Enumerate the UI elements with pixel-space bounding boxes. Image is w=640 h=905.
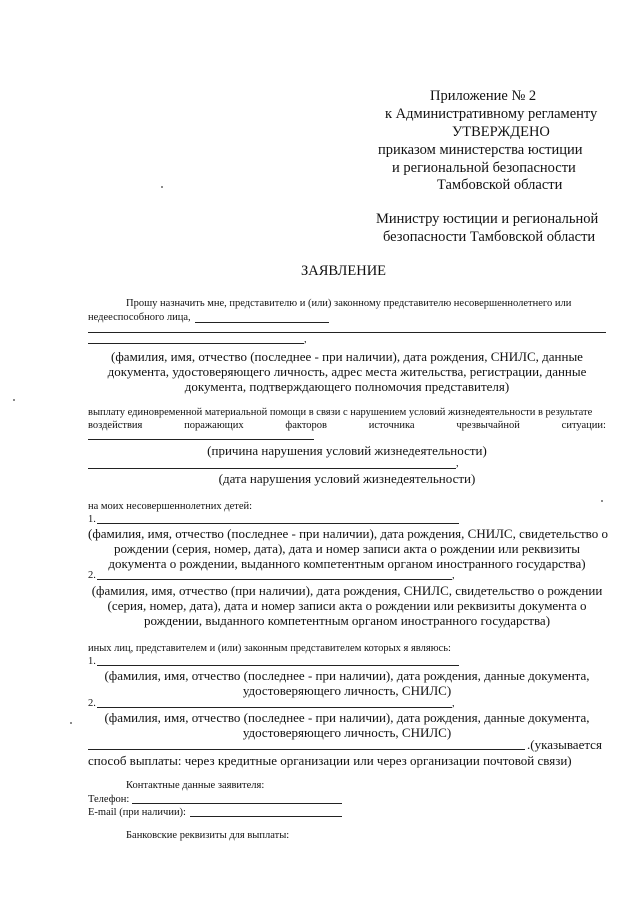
payment-line-1: выплату единовременной материальной помощи в связи с нарушением условий жизнедеятельности в результате xyxy=(88,407,593,418)
scan-speck xyxy=(70,722,72,724)
child-2-number: 2. xyxy=(88,570,96,581)
fill-line xyxy=(195,322,329,323)
appendix-number: Приложение № 2 xyxy=(430,88,537,104)
phone-field[interactable] xyxy=(132,803,342,804)
contacts-heading: Контактные данные заявителя: xyxy=(126,780,265,791)
payment-word: поражающих xyxy=(184,420,244,431)
cause-caption: (причина нарушения условий жизнедеятельности) xyxy=(207,443,487,458)
fill-line xyxy=(97,579,452,580)
child-2-caption-1: (фамилия, имя, отчество (при наличии), дата рождения, СНИЛС, свидетельство о рождении xyxy=(91,583,603,598)
fill-comma: , xyxy=(452,570,455,581)
child-1-caption-2: рождении (серия, номер, дата), дата и номер записи акта о рождении или реквизиты xyxy=(113,541,581,556)
other-1-caption-2: удостоверяющего личность, СНИЛС) xyxy=(242,683,452,698)
approved-label: УТВЕРЖДЕНО xyxy=(452,124,550,140)
date-caption: (дата нарушения условий жизнедеятельности) xyxy=(218,471,476,486)
fill-line xyxy=(88,749,525,750)
payment-word: источника xyxy=(368,420,415,431)
order-line-2: и региональной безопасности xyxy=(392,160,576,176)
order-line-1: приказом министерства юстиции xyxy=(378,142,583,158)
bank-heading: Банковские реквизиты для выплаты: xyxy=(126,830,290,841)
fill-line xyxy=(97,523,459,524)
others-heading: иных лиц, представителем и (или) законным представителем которых я являюсь: xyxy=(88,643,451,654)
payment-word: чрезвычайной xyxy=(456,420,520,431)
email-label: E-mail (при наличии): xyxy=(88,807,186,818)
addressee-line-1: Министру юстиции и региональной xyxy=(376,211,599,227)
fill-comma: , xyxy=(452,698,455,709)
payment-line-2 xyxy=(88,419,606,432)
appendix-reference: к Административному регламенту xyxy=(385,106,598,122)
fill-comma: , xyxy=(456,458,459,469)
addressee-line-2: безопасности Тамбовской области xyxy=(383,229,596,245)
other-2-number: 2. xyxy=(88,698,96,709)
fill-line xyxy=(97,665,459,666)
child-2-caption-3: рождении, выданного компетентным органом иностранного государства) xyxy=(143,613,551,628)
page-title: ЗАЯВЛЕНИЕ xyxy=(301,263,387,279)
child-1-number: 1. xyxy=(88,514,96,525)
applicant-caption-2: документа, удостоверяющего личность, адрес места жительства, регистрации, данные xyxy=(107,364,587,379)
payment-word: воздействия xyxy=(88,420,143,431)
child-1-caption-1: (фамилия, имя, отчество (последнее - при наличии), дата рождения, СНИЛС, свидетельство о xyxy=(88,526,608,541)
order-line-3: Тамбовской области xyxy=(437,177,563,193)
other-2-caption-2: удостоверяющего личность, СНИЛС) xyxy=(242,725,452,740)
fill-line xyxy=(88,439,314,440)
payment-word: факторов xyxy=(285,420,327,431)
phone-label: Телефон: xyxy=(88,794,130,805)
fill-comma: , xyxy=(304,334,307,345)
fill-line xyxy=(88,343,304,344)
other-2-caption-1: (фамилия, имя, отчество (последнее - при наличии), дата рождения, данные документа, xyxy=(104,710,590,725)
other-1-caption-1: (фамилия, имя, отчество (последнее - при наличии), дата рождения, данные документа, xyxy=(104,668,590,683)
payment-word: ситуации: xyxy=(561,420,606,431)
applicant-caption-3: документа, подтверждающего полномочия представителя) xyxy=(184,379,510,394)
fill-line xyxy=(97,707,452,708)
fill-line xyxy=(88,332,606,333)
request-line-1: Прошу назначить мне, представителю и (или) законному представителю несовершеннолетнего или xyxy=(126,298,572,309)
children-heading: на моих несовершеннолетних детей: xyxy=(88,501,253,512)
email-field[interactable] xyxy=(190,816,342,817)
child-1-caption-3: документа о рождении, выданного компетентным органом иностранного государства) xyxy=(108,556,586,571)
fill-line xyxy=(88,468,456,469)
scan-speck xyxy=(13,399,15,401)
other-1-number: 1. xyxy=(88,656,96,667)
method-caption: способ выплаты: через кредитные организации или через организации почтовой связи) xyxy=(88,753,572,768)
child-2-caption-2: (серия, номер, дата), дата и номер записи акта о рождении или реквизиты документа о xyxy=(107,598,587,613)
method-suffix: .(указывается xyxy=(527,737,602,752)
request-line-2: недееспособного лица, xyxy=(88,312,191,323)
scan-speck xyxy=(601,500,603,502)
scan-speck xyxy=(161,186,163,188)
applicant-caption-1: (фамилия, имя, отчество (последнее - при наличии), дата рождения, СНИЛС, данные xyxy=(111,349,583,364)
